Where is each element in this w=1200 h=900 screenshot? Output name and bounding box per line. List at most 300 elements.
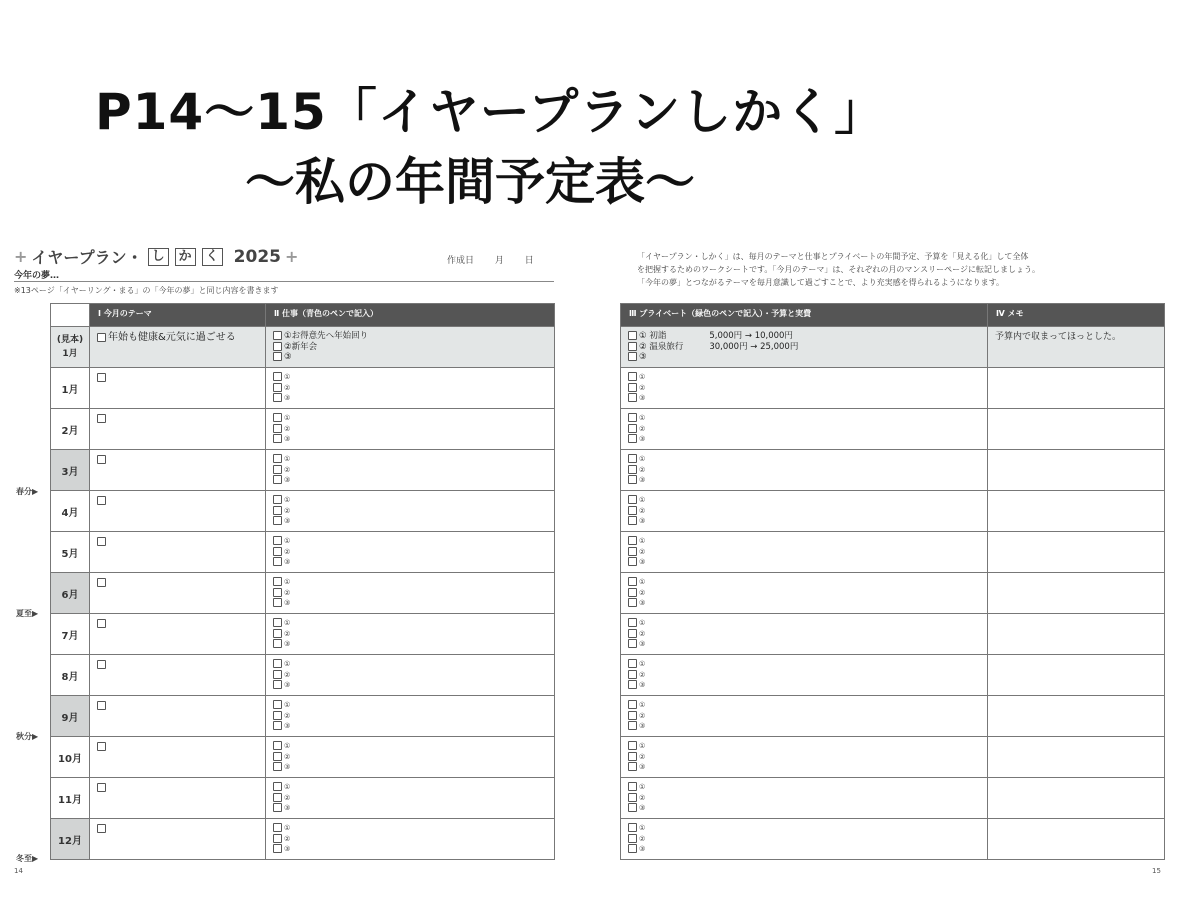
private-cell[interactable]	[621, 737, 988, 778]
slot-number: ①	[639, 331, 647, 341]
slot-number: ②	[284, 506, 291, 515]
month-row	[621, 573, 1165, 614]
checkbox-icon[interactable]	[97, 537, 106, 546]
header-year: 2025	[233, 246, 281, 267]
month-row	[621, 614, 1165, 655]
slot-number: ②	[284, 465, 291, 474]
checkbox-icon[interactable]	[273, 629, 282, 638]
slot-number: ①	[284, 455, 291, 463]
checkbox-icon[interactable]	[273, 536, 282, 545]
checkbox-icon[interactable]	[273, 331, 282, 340]
checkbox-icon[interactable]	[628, 536, 637, 545]
slot-number: ③	[639, 435, 646, 443]
private-column-header: Ⅲ プライベート（緑色のペンで記入）・予算と実費	[621, 304, 988, 327]
checkbox-icon[interactable]	[628, 557, 637, 566]
checkbox-icon[interactable]	[97, 619, 106, 628]
slot-number: ③	[284, 517, 291, 525]
checkbox-icon[interactable]	[628, 782, 637, 791]
checkbox-icon[interactable]	[628, 495, 637, 504]
slot-number: ①	[639, 824, 646, 832]
theme-cell[interactable]	[90, 737, 266, 778]
work-entry: ②新年会	[284, 341, 318, 352]
checkbox-icon[interactable]	[273, 577, 282, 586]
work-cell[interactable]	[266, 532, 555, 573]
month-row	[621, 450, 1165, 491]
month-cell: 10月	[51, 737, 90, 778]
private-cell[interactable]	[621, 696, 988, 737]
sample-month-cell	[51, 327, 90, 368]
theme-cell[interactable]	[90, 532, 266, 573]
slot-number: ①	[284, 824, 291, 832]
slot-number: ①	[284, 660, 291, 668]
theme-cell[interactable]	[90, 778, 266, 819]
month-row	[51, 491, 555, 532]
slot-number: ③	[284, 763, 291, 771]
slot-number: ①	[284, 578, 291, 586]
checkbox-icon[interactable]	[628, 618, 637, 627]
month-cell: 4月	[51, 491, 90, 532]
checkbox-icon[interactable]	[628, 844, 637, 853]
checkbox-icon[interactable]	[273, 711, 282, 720]
month-row	[621, 737, 1165, 778]
season-label-winter: 冬至▶	[16, 854, 39, 863]
intro-text	[637, 250, 1157, 289]
slot-number: ③	[639, 845, 646, 853]
month-cell: 7月	[51, 614, 90, 655]
checkbox-icon[interactable]	[273, 547, 282, 556]
slot-number: ②	[284, 670, 291, 679]
checkbox-icon[interactable]	[273, 752, 282, 761]
slot-number: ③	[284, 845, 291, 853]
slot-number: ③	[639, 476, 646, 484]
checkbox-icon[interactable]	[628, 454, 637, 463]
private-cell[interactable]	[621, 368, 988, 409]
slot-number: ②	[639, 793, 646, 802]
month-row	[621, 491, 1165, 532]
checkbox-icon[interactable]	[628, 752, 637, 761]
checkbox-icon[interactable]	[273, 393, 282, 402]
checkbox-icon[interactable]	[273, 342, 282, 351]
slot-number: ①	[284, 414, 291, 422]
checkbox-icon[interactable]	[273, 741, 282, 750]
dream-label: 今年の夢…	[14, 271, 60, 281]
slot-number: ①	[284, 537, 291, 545]
slot-number: ①	[639, 660, 646, 668]
slot-number: ②	[639, 547, 646, 556]
slot-number: ③	[284, 394, 291, 402]
checkbox-icon[interactable]	[628, 670, 637, 679]
month-cell: 6月	[51, 573, 90, 614]
checkbox-icon[interactable]	[273, 793, 282, 802]
memo-cell[interactable]	[988, 819, 1165, 860]
slot-number: ③	[284, 640, 291, 648]
slot-number: ①	[639, 742, 646, 750]
theme-column-header: Ⅰ 今月のテーマ	[90, 304, 266, 327]
slot-number: ③	[639, 722, 646, 730]
slot-number: ③	[639, 763, 646, 771]
checkbox-icon[interactable]	[273, 803, 282, 812]
private-value: 30,000円 → 25,000円	[709, 341, 799, 352]
theme-cell[interactable]	[90, 573, 266, 614]
memo-cell[interactable]	[988, 655, 1165, 696]
month-row	[51, 450, 555, 491]
slot-number: ①	[284, 619, 291, 627]
slot-number: ②	[639, 752, 646, 761]
work-cell[interactable]	[266, 573, 555, 614]
slot-number: ③	[639, 352, 647, 362]
slot-number: ②	[639, 465, 646, 474]
slot-number: ②	[284, 834, 291, 843]
month-row	[621, 819, 1165, 860]
memo-cell[interactable]	[988, 737, 1165, 778]
checkbox-icon[interactable]	[273, 670, 282, 679]
slot-number: ①	[639, 619, 646, 627]
month-row	[51, 409, 555, 450]
month-row	[51, 737, 555, 778]
checkbox-icon[interactable]	[273, 762, 282, 771]
checkbox-icon[interactable]	[273, 782, 282, 791]
checkbox-icon[interactable]	[628, 342, 637, 351]
checkbox-icon[interactable]	[97, 455, 106, 464]
theme-cell[interactable]	[90, 655, 266, 696]
sample-memo-text: 予算内で収まってほっとした。	[995, 332, 1122, 342]
checkbox-icon[interactable]	[97, 333, 106, 342]
checkbox-icon[interactable]	[628, 680, 637, 689]
checkbox-icon[interactable]	[628, 577, 637, 586]
slot-number: ②	[284, 424, 291, 433]
slot-number: ②	[639, 629, 646, 638]
checkbox-icon[interactable]	[273, 721, 282, 730]
checkbox-icon[interactable]	[273, 557, 282, 566]
checkbox-icon[interactable]	[628, 639, 637, 648]
slot-number: ①	[284, 742, 291, 750]
slot-number: ②	[639, 424, 646, 433]
checkbox-icon[interactable]	[273, 844, 282, 853]
page-number-left: 14	[14, 867, 23, 875]
page-number-right: 15	[1152, 867, 1161, 875]
month-row	[51, 655, 555, 696]
private-cell[interactable]	[621, 532, 988, 573]
slot-number: ③	[639, 599, 646, 607]
theme-cell[interactable]	[90, 491, 266, 532]
slot-number: ①	[284, 701, 291, 709]
slot-number: ②	[284, 752, 291, 761]
checkbox-icon[interactable]	[628, 547, 637, 556]
slot-number: ①	[639, 373, 646, 381]
slot-number: ①	[639, 578, 646, 586]
season-label-summer: 夏至▶	[16, 609, 39, 618]
season-label-autumn: 秋分▶	[16, 732, 39, 741]
month-cell: 2月	[51, 409, 90, 450]
work-entry: ①お得意先へ年始回り	[284, 331, 369, 341]
checkbox-icon[interactable]	[97, 783, 106, 792]
sample-label: (見本)	[56, 335, 84, 345]
month-row	[51, 819, 555, 860]
checkbox-icon[interactable]	[628, 372, 637, 381]
slot-number: ③	[639, 517, 646, 525]
month-cell: 8月	[51, 655, 90, 696]
month-row	[51, 368, 555, 409]
header-box-2: か	[175, 248, 196, 266]
month-row	[621, 409, 1165, 450]
work-cell[interactable]	[266, 819, 555, 860]
checkbox-icon[interactable]	[628, 506, 637, 515]
checkbox-icon[interactable]	[628, 823, 637, 832]
month-row	[621, 532, 1165, 573]
slot-number: ②	[284, 793, 291, 802]
left-plan-table	[50, 303, 555, 860]
blank-header	[51, 304, 90, 327]
work-cell[interactable]	[266, 368, 555, 409]
slot-number: ②	[639, 711, 646, 720]
month-cell: 3月	[51, 450, 90, 491]
month-row	[51, 532, 555, 573]
memo-cell[interactable]	[988, 368, 1165, 409]
slot-number: ①	[639, 783, 646, 791]
slot-number: ③	[284, 599, 291, 607]
month-cell: 12月	[51, 819, 90, 860]
slot-number: ②	[284, 588, 291, 597]
work-cell[interactable]	[266, 737, 555, 778]
day-label: 日	[524, 256, 534, 266]
sample-row	[621, 327, 1165, 368]
slot-number: ③	[284, 558, 291, 566]
checkbox-icon[interactable]	[273, 454, 282, 463]
checkbox-icon[interactable]	[628, 793, 637, 802]
memo-cell[interactable]	[988, 532, 1165, 573]
sample-private-cell	[621, 327, 988, 368]
slot-number: ①	[639, 537, 646, 545]
work-cell[interactable]	[266, 778, 555, 819]
checkbox-icon[interactable]	[628, 465, 637, 474]
slot-number: ③	[284, 681, 291, 689]
checkbox-icon[interactable]	[628, 629, 637, 638]
month-cell: 11月	[51, 778, 90, 819]
slot-number: ②	[639, 670, 646, 679]
work-cell[interactable]	[266, 655, 555, 696]
work-cell[interactable]	[266, 491, 555, 532]
checkbox-icon[interactable]	[628, 393, 637, 402]
checkbox-icon[interactable]	[97, 373, 106, 382]
private-cell[interactable]	[621, 778, 988, 819]
checkbox-icon[interactable]	[628, 598, 637, 607]
sample-theme-cell	[90, 327, 266, 368]
checkbox-icon[interactable]	[273, 506, 282, 515]
checkbox-icon[interactable]	[628, 413, 637, 422]
checkbox-icon[interactable]	[628, 711, 637, 720]
month-row	[621, 368, 1165, 409]
checkbox-icon[interactable]	[628, 383, 637, 392]
header-prefix: イヤープラン・	[31, 248, 143, 267]
checkbox-icon[interactable]	[273, 516, 282, 525]
plus-icon: +	[284, 247, 299, 266]
theme-cell[interactable]	[90, 450, 266, 491]
theme-cell[interactable]	[90, 614, 266, 655]
intro-line: 「今年の夢」とつながるテーマを毎月意識して過ごすことで、より充実感を得られるようになります。	[637, 278, 1005, 287]
checkbox-icon[interactable]	[273, 383, 282, 392]
slot-number: ③	[639, 804, 646, 812]
checkbox-icon[interactable]	[273, 475, 282, 484]
checkbox-icon[interactable]	[628, 588, 637, 597]
checkbox-icon[interactable]	[97, 742, 106, 751]
checkbox-icon[interactable]	[273, 823, 282, 832]
slot-number: ①	[639, 414, 646, 422]
slot-number: ②	[284, 547, 291, 556]
checkbox-icon[interactable]	[628, 352, 637, 361]
memo-cell[interactable]	[988, 573, 1165, 614]
slot-number: ①	[284, 783, 291, 791]
private-cell[interactable]	[621, 819, 988, 860]
month-label: 月	[494, 256, 504, 266]
checkbox-icon[interactable]	[628, 331, 637, 340]
slot-number: ③	[639, 558, 646, 566]
memo-cell[interactable]	[988, 491, 1165, 532]
checkbox-icon[interactable]	[97, 496, 106, 505]
checkbox-icon[interactable]	[273, 413, 282, 422]
slot-number: ②	[639, 506, 646, 515]
private-cell[interactable]	[621, 409, 988, 450]
memo-cell[interactable]	[988, 614, 1165, 655]
work-cell[interactable]	[266, 614, 555, 655]
memo-column-header: Ⅳ メモ	[988, 304, 1165, 327]
creation-date	[447, 253, 552, 266]
checkbox-icon[interactable]	[273, 834, 282, 843]
month-cell: 5月	[51, 532, 90, 573]
sample-month: 1月	[62, 349, 78, 359]
slide-title-line1: P14～15「イヤープランしかく」	[95, 83, 886, 141]
slot-number: ③	[284, 804, 291, 812]
slot-number: ③	[284, 722, 291, 730]
slot-number: ②	[284, 711, 291, 720]
slot-number: ③	[284, 435, 291, 443]
checkbox-icon[interactable]	[273, 465, 282, 474]
dream-line	[14, 281, 554, 282]
slot-number: ③	[639, 394, 646, 402]
checkbox-icon[interactable]	[273, 659, 282, 668]
slot-number: ③	[639, 681, 646, 689]
left-page-header	[14, 245, 298, 268]
intro-line: 「イヤープラン・しかく」は、毎月のテーマと仕事とプライベートの年間予定、予算を「見える化」して全体	[637, 252, 1029, 261]
private-cell[interactable]	[621, 614, 988, 655]
intro-line: を把握するためのワークシートです。「今月のテーマ」は、それぞれの月のマンスリーページに転記しましょう。	[637, 265, 1040, 274]
month-row	[51, 614, 555, 655]
month-row	[621, 696, 1165, 737]
month-row	[51, 696, 555, 737]
checkbox-icon[interactable]	[628, 434, 637, 443]
checkbox-icon[interactable]	[628, 516, 637, 525]
slot-number: ②	[639, 834, 646, 843]
slot-number: ②	[639, 341, 647, 352]
slot-number: ①	[284, 373, 291, 381]
memo-cell[interactable]	[988, 778, 1165, 819]
right-plan-table	[620, 303, 1165, 860]
checkbox-icon[interactable]	[273, 588, 282, 597]
checkbox-icon[interactable]	[97, 578, 106, 587]
header-box-1: し	[148, 248, 169, 266]
memo-cell[interactable]	[988, 696, 1165, 737]
memo-cell[interactable]	[988, 409, 1165, 450]
memo-cell[interactable]	[988, 450, 1165, 491]
sample-theme-text: 年始も健康&元気に過ごせる	[108, 332, 236, 343]
checkbox-icon[interactable]	[273, 639, 282, 648]
checkbox-icon[interactable]	[273, 598, 282, 607]
sample-memo-cell	[988, 327, 1165, 368]
checkbox-icon[interactable]	[273, 352, 282, 361]
checkbox-icon[interactable]	[273, 372, 282, 381]
checkbox-icon[interactable]	[273, 618, 282, 627]
slot-number: ①	[284, 496, 291, 504]
slot-number: ③	[284, 476, 291, 484]
theme-cell[interactable]	[90, 368, 266, 409]
plus-icon: +	[14, 247, 28, 266]
checkbox-icon[interactable]	[273, 680, 282, 689]
month-row	[51, 573, 555, 614]
header-box-3: く	[202, 248, 223, 266]
checkbox-icon[interactable]	[273, 424, 282, 433]
private-cell[interactable]	[621, 655, 988, 696]
checkbox-icon[interactable]	[97, 660, 106, 669]
checkbox-icon[interactable]	[628, 700, 637, 709]
private-label: 温泉旅行	[649, 341, 684, 352]
checkbox-icon[interactable]	[628, 762, 637, 771]
theme-cell[interactable]	[90, 409, 266, 450]
checkbox-icon[interactable]	[628, 741, 637, 750]
month-row	[621, 778, 1165, 819]
slot-number: ②	[639, 588, 646, 597]
slot-number: ①	[639, 455, 646, 463]
slot-number: ②	[284, 629, 291, 638]
checkbox-icon[interactable]	[628, 659, 637, 668]
slot-number: ①	[639, 496, 646, 504]
checkbox-icon[interactable]	[97, 701, 106, 710]
checkbox-icon[interactable]	[273, 434, 282, 443]
checkbox-icon[interactable]	[97, 414, 106, 423]
month-row	[51, 778, 555, 819]
slot-number: ②	[639, 383, 646, 392]
private-label: 初詣	[649, 331, 667, 341]
work-column-header: Ⅱ 仕事（青色のペンで記入）	[266, 304, 555, 327]
checkbox-icon[interactable]	[628, 721, 637, 730]
work-cell[interactable]	[266, 409, 555, 450]
theme-cell[interactable]	[90, 819, 266, 860]
checkbox-icon[interactable]	[273, 495, 282, 504]
note-text: ※13ページ「イヤーリング・まる」の「今年の夢」と同じ内容を書きます	[14, 286, 279, 295]
checkbox-icon[interactable]	[97, 824, 106, 833]
private-cell[interactable]	[621, 491, 988, 532]
date-label: 作成日	[447, 256, 475, 266]
checkbox-icon[interactable]	[628, 803, 637, 812]
checkbox-icon[interactable]	[628, 475, 637, 484]
checkbox-icon[interactable]	[628, 834, 637, 843]
work-cell[interactable]	[266, 450, 555, 491]
slot-number: ③	[639, 640, 646, 648]
slot-number: ②	[284, 383, 291, 392]
slide-title-line2: ～私の年間予定表～	[245, 153, 695, 211]
private-cell[interactable]	[621, 450, 988, 491]
private-value: 5,000円 → 10,000円	[709, 331, 793, 341]
private-cell[interactable]	[621, 573, 988, 614]
month-cell: 1月	[51, 368, 90, 409]
sample-work-cell	[266, 327, 555, 368]
checkbox-icon[interactable]	[628, 424, 637, 433]
work-entry: ③	[284, 352, 292, 362]
slot-number: ①	[639, 701, 646, 709]
month-cell: 9月	[51, 696, 90, 737]
checkbox-icon[interactable]	[273, 700, 282, 709]
theme-cell[interactable]	[90, 696, 266, 737]
sample-row	[51, 327, 555, 368]
work-cell[interactable]	[266, 696, 555, 737]
